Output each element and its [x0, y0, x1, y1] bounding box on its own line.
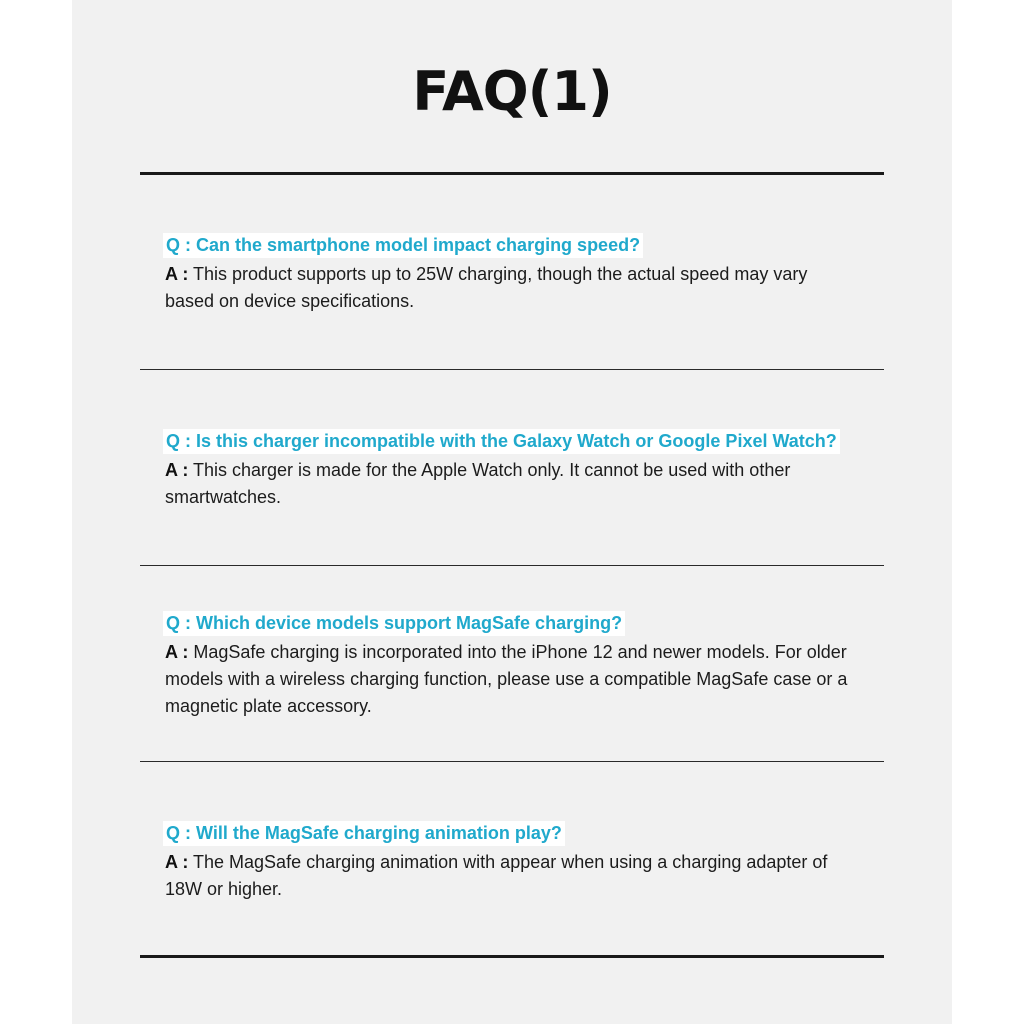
faq-question: Q : Which device models support MagSafe charging?	[163, 611, 625, 636]
divider	[140, 369, 884, 370]
bottom-divider	[140, 955, 884, 958]
faq-item-2	[165, 429, 905, 511]
faq-answer	[165, 849, 830, 903]
faq-item-3	[165, 611, 905, 720]
faq-panel	[72, 0, 952, 1024]
top-divider	[140, 172, 884, 175]
answer-text: MagSafe charging is incorporated into the iPhone 12 and newer models. For older models with a wireless charging function, please use a compatible MagSafe case or a magnetic plate accessory.	[165, 642, 848, 716]
answer-text: This charger is made for the Apple Watch only. It cannot be used with other smartwatches.	[165, 460, 791, 507]
answer-prefix: A :	[165, 642, 189, 662]
faq-answer	[165, 457, 883, 511]
answer-prefix: A :	[165, 852, 189, 872]
answer-prefix: A :	[165, 460, 189, 480]
faq-answer	[165, 261, 815, 315]
page-title: FAQ(1)	[412, 60, 612, 123]
faq-item-4	[165, 821, 905, 903]
faq-answer	[165, 639, 865, 720]
answer-prefix: A :	[165, 264, 189, 284]
faq-question: Q : Can the smartphone model impact charging speed?	[163, 233, 643, 258]
divider	[140, 761, 884, 762]
faq-question: Q : Is this charger incompatible with the Galaxy Watch or Google Pixel Watch?	[163, 429, 840, 454]
answer-text: The MagSafe charging animation with appear when using a charging adapter of 18W or higher.	[165, 852, 828, 899]
answer-text: This product supports up to 25W charging, though the actual speed may vary based on device specifications.	[165, 264, 808, 311]
faq-item-1	[165, 233, 905, 315]
divider	[140, 565, 884, 566]
faq-question: Q : Will the MagSafe charging animation play?	[163, 821, 565, 846]
